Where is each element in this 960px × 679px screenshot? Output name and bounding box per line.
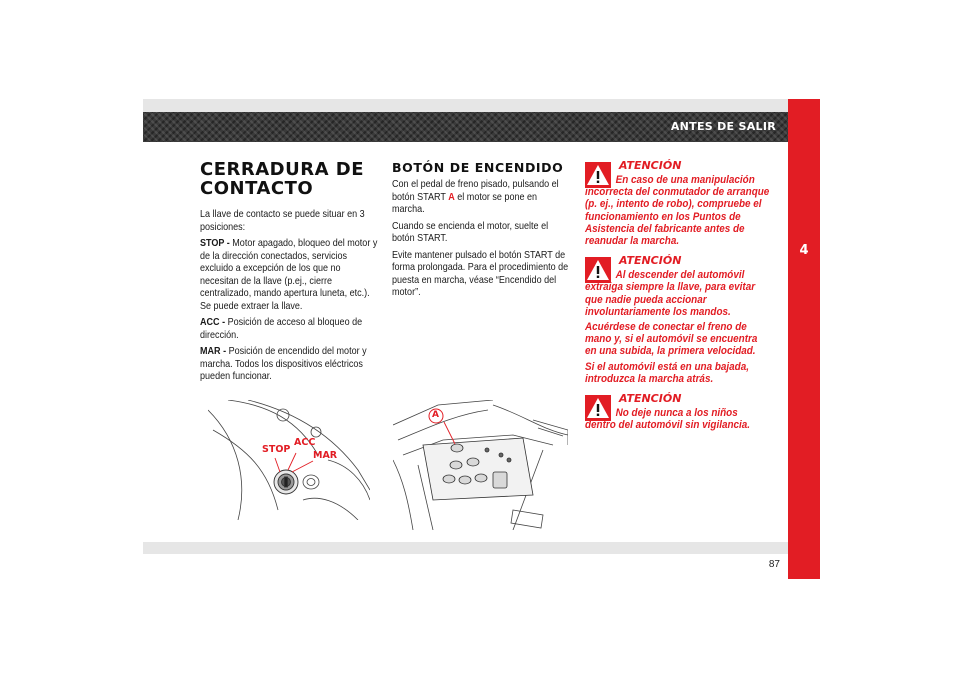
section-title-ignition-lock: CERRADURA DE CONTACTO xyxy=(200,159,365,199)
page-number: 87 xyxy=(768,559,780,570)
start-p1-after: el motor se pone en marcha. xyxy=(392,190,538,215)
position-mar-key: MAR - xyxy=(200,345,227,357)
position-stop-key: STOP - xyxy=(200,237,230,249)
warning-block xyxy=(585,393,770,431)
start-button-ref-letter: A xyxy=(448,190,455,203)
footer-strip xyxy=(143,542,788,554)
chapter-side-tab xyxy=(788,99,820,579)
warning-block xyxy=(585,160,770,247)
start-paragraph-2: Cuando se encienda el motor, suelte el botón START. xyxy=(392,219,549,244)
position-mar xyxy=(200,345,378,383)
column-warnings xyxy=(585,160,770,439)
intro-text: La llave de contacto se puede situar en 3 posiciones: xyxy=(200,208,365,233)
start-paragraph-1 xyxy=(392,178,570,216)
label-mar: MAR xyxy=(313,450,338,461)
ignition-lock-illustration xyxy=(208,400,370,520)
position-stop-text: Motor apagado, bloqueo del motor y de la dirección conectados, servicios excluido a excepción de los que no necesitan de la llave (p.ej., cierre centralizado, mando apertura luneta, etc.). Se puede extraer la llave. xyxy=(200,237,378,312)
warning-text: No deje nunca a los niños dentro del automóvil sin vigilancia. xyxy=(585,407,751,432)
column-ignition-lock xyxy=(200,160,378,387)
position-stop xyxy=(200,237,378,312)
warning-title: ATENCIÓN xyxy=(619,159,682,172)
start-p1-before: Con el pedal de freno pisado, pulsando el botón START xyxy=(392,178,559,203)
warning-title: ATENCIÓN xyxy=(619,254,682,268)
section-title-start-button: BOTÓN DE ENCENDIDO xyxy=(392,160,564,175)
column-start-button xyxy=(392,160,570,303)
label-stop: STOP xyxy=(262,444,291,455)
chapter-title: ANTES DE SALIR xyxy=(670,120,776,133)
top-strip xyxy=(143,99,788,112)
chapter-number: 4 xyxy=(799,243,809,258)
warning-text: Acuérdese de conectar el freno de mano y, si el automóvil se encuentra en una subida, la primera velocidad. xyxy=(585,321,758,358)
position-acc-text: Posición de acceso al bloqueo de dirección. xyxy=(200,316,363,341)
warning-text: Al descender del automóvil extraiga siempre la llave, para evitar que nadie pueda accionar involuntariamente los mandos. xyxy=(585,269,756,318)
start-button-illustration xyxy=(393,400,568,530)
console-drawing xyxy=(393,400,568,530)
start-paragraph-3: Evite mantener pulsado el botón START de forma prolongada. Para el procedimiento de puesta en marcha, véase “Encendido del motor”. xyxy=(392,248,569,298)
warning-block xyxy=(585,255,770,385)
warning-text: En caso de una manipulación incorrecta del conmutador de arranque (p. ej., intento de robo), compruebe el funcionamiento en los Puntos de Asistencia del fabricante antes de reanudar la marcha. xyxy=(585,174,770,248)
warning-text: Si el automóvil está en una bajada, introduzca la marcha atrás. xyxy=(585,360,749,385)
warning-title: ATENCIÓN xyxy=(619,392,682,406)
position-mar-text: Posición de encendido del motor y marcha. Todos los dispositivos eléctricos pueden funcionar. xyxy=(200,345,367,382)
position-acc-key: ACC - xyxy=(200,316,226,328)
header-band xyxy=(143,112,788,142)
label-a: A xyxy=(432,410,439,420)
position-acc xyxy=(200,316,378,341)
label-acc: ACC xyxy=(294,437,316,448)
ignition-lock-drawing xyxy=(208,400,370,520)
